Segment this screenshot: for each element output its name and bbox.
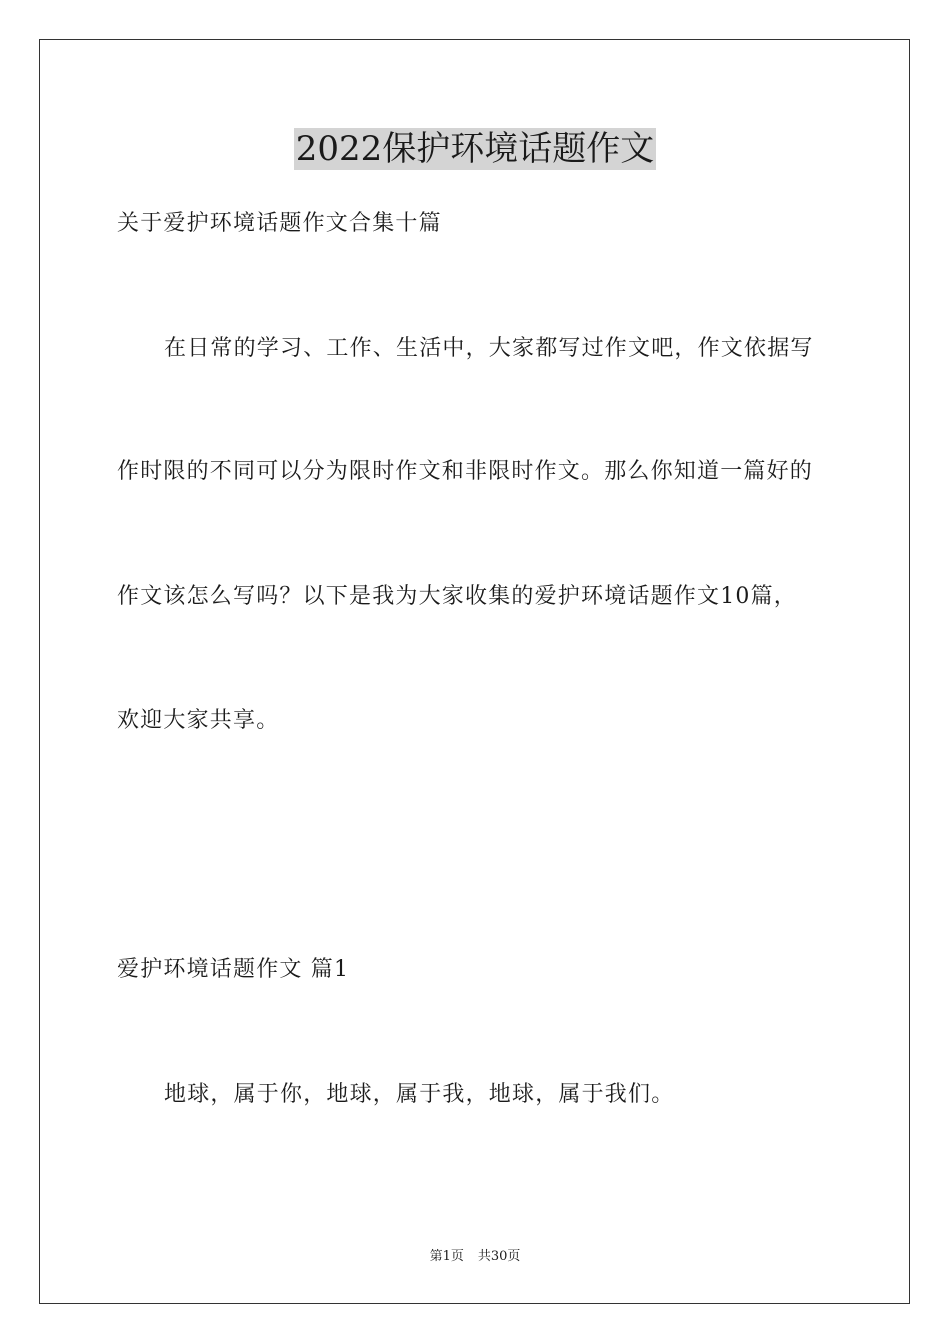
page-number: 第1页 [429,1249,464,1264]
intro-line-1: 在日常的学习、工作、生活中，大家都写过作文吧，作文依据写 [164,336,814,361]
section-heading: 爱护环境话题作文 篇1 [117,957,350,982]
page-footer [0,1248,950,1266]
intro-line-3: 作文该怎么写吗？以下是我为大家收集的爱护环境话题作文10篇， [117,584,797,609]
title-container [0,128,950,170]
section-first-line: 地球，属于你，地球，属于我，地球，属于我们。 [164,1082,675,1107]
intro-line-4: 欢迎大家共享。 [117,708,280,733]
document-subtitle: 关于爱护环境话题作文合集十篇 [117,211,442,236]
intro-line-2: 作时限的不同可以分为限时作文和非限时作文。那么你知道一篇好的 [117,459,814,484]
page-total: 共30页 [477,1249,521,1264]
document-title: 2022保护环境话题作文 [295,129,655,169]
